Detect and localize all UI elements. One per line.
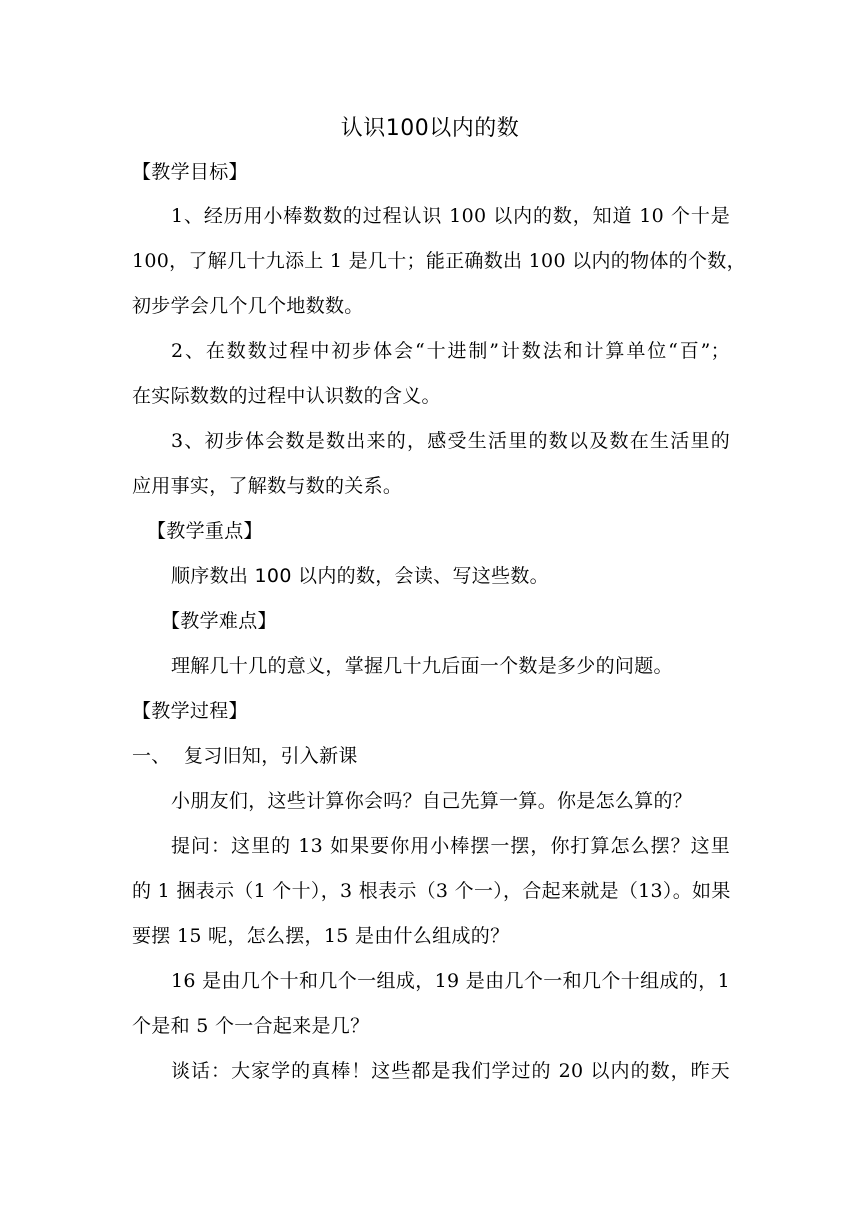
document-title: 认识100以内的数	[340, 116, 520, 141]
objective-3-line-1: 3、初步体会数是数出来的，感受生活里的数以及数在生活里的	[171, 430, 730, 452]
objective-2-line-1: 2、在数数过程中初步体会“十进制”计数法和计算单位“百”；	[171, 340, 730, 362]
difficulties-heading: 【教学难点】	[161, 610, 277, 632]
section-1-title: 复习旧知，引入新课	[184, 745, 358, 767]
paragraph-3-line-1: 16 是由几个十和几个一组成，19 是由几个一和几个十组成的，1	[171, 970, 730, 992]
paragraph-4-line-1: 谈话：大家学的真棒！这些都是我们学过的 20 以内的数，昨天	[171, 1060, 730, 1082]
paragraph-3-line-2: 个是和 5 个一合起来是几？	[132, 1015, 370, 1037]
key-points-text: 顺序数出 100 以内的数，会读、写这些数。	[171, 565, 549, 587]
paragraph-1: 小朋友们，这些计算你会吗？自己先算一算。你是怎么算的？	[171, 790, 693, 812]
objective-2-line-2: 在实际数数的过程中认识数的含义。	[132, 385, 441, 407]
paragraph-2-line-3: 要摆 15 呢，怎么摆，15 是由什么组成的？	[132, 925, 510, 947]
objective-1-line-2: 100，了解几十九添上 1 是几十；能正确数出 100 以内的物体的个数，	[132, 250, 746, 272]
objective-1-line-3: 初步学会几个几个地数数。	[132, 295, 364, 317]
key-points-heading: 【教学重点】	[147, 520, 263, 542]
process-heading: 【教学过程】	[132, 700, 248, 722]
objectives-heading: 【教学目标】	[132, 161, 248, 183]
difficulties-text: 理解几十几的意义，掌握几十九后面一个数是多少的问题。	[171, 655, 673, 677]
paragraph-2-line-1: 提问：这里的 13 如果要你用小棒摆一摆，你打算怎么摆？这里	[171, 835, 730, 857]
objective-3-line-2: 应用事实，了解数与数的关系。	[132, 475, 403, 497]
section-1-number: 一、	[132, 745, 171, 767]
objective-1-line-1: 1、经历用小棒数数的过程认识 100 以内的数，知道 10 个十是	[171, 205, 730, 227]
paragraph-2-line-2: 的 1 捆表示（1 个十），3 根表示（3 个一），合起来就是（13）。如果	[132, 880, 731, 902]
